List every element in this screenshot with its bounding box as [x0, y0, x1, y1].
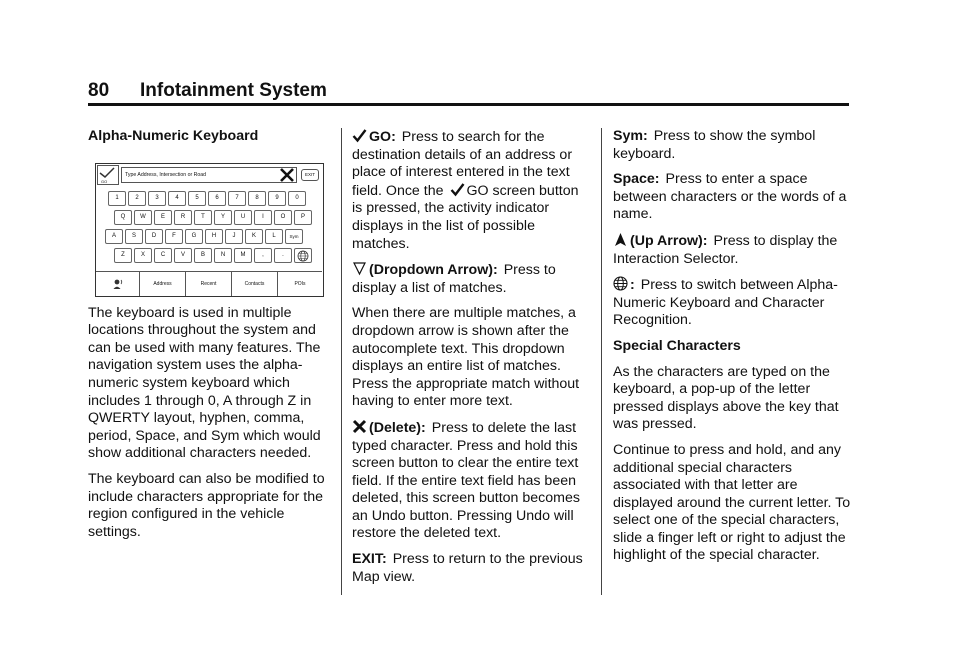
definition: Press to show the symbol keyboard. [613, 128, 816, 162]
key: S [125, 229, 143, 244]
page-number: 80 [88, 80, 110, 101]
delete-key [279, 168, 295, 182]
keyboard-top-bar [96, 164, 322, 186]
key: J [225, 229, 243, 244]
key: X [134, 248, 152, 263]
paragraph: When there are multiple matches, a dropdown arrow is shown after the autocomplete text. This dropdown displays an entire list of matches. Press the appropriate match without having to enter more text. [352, 305, 580, 410]
key: G [185, 229, 203, 244]
globe-icon [613, 276, 628, 291]
delete-x-icon [279, 168, 295, 182]
term: : [630, 277, 635, 294]
definition: Press to return to the previous Map view. [352, 551, 583, 585]
term: (Up Arrow): [630, 232, 708, 249]
exit-key: EXIT [301, 169, 319, 181]
key: . [274, 248, 292, 263]
key: , [254, 248, 272, 263]
term: EXIT: [352, 551, 387, 568]
go-description [352, 128, 590, 253]
key: V [174, 248, 192, 263]
key: T [194, 210, 212, 225]
keyboard-illustration [95, 163, 324, 297]
globe-key [294, 248, 312, 263]
definition: Press to enter a space between characters or the words of a name. [613, 171, 847, 223]
key: 8 [248, 191, 266, 206]
key: M [234, 248, 252, 263]
globe-icon [297, 250, 309, 262]
definition: GO screen button is pressed, the activity indicator displays in the list of possible matches. [352, 182, 579, 252]
header-rule [88, 103, 849, 106]
column-3 [613, 128, 853, 573]
paragraph: Continue to press and hold, and any additional special characters associated with that letter are displayed around the current letter. To select one of the special characters, slide a finger left or right to adjust the highlight of the special character. [613, 441, 851, 564]
dropdown-arrow-icon [352, 261, 367, 276]
column-divider [341, 128, 342, 595]
key: B [194, 248, 212, 263]
contacts-key: Contacts [232, 272, 278, 296]
key: F [165, 229, 183, 244]
key: R [174, 210, 192, 225]
keyboard-row-q [114, 210, 312, 225]
space-description [613, 171, 853, 224]
key: U [234, 210, 252, 225]
pois-key: POIs [294, 281, 306, 287]
delete-description [352, 419, 590, 543]
column-2 [352, 128, 590, 594]
key: K [245, 229, 263, 244]
term: (Delete): [369, 419, 426, 436]
definition: Press to display a list of matches. [352, 262, 556, 296]
checkmark-icon [352, 128, 367, 143]
key: N [214, 248, 232, 263]
key: 7 [228, 191, 246, 206]
key: Q [114, 210, 132, 225]
checkmark-icon [98, 167, 116, 179]
address-key: Address [140, 272, 186, 296]
exit-description [352, 551, 590, 586]
key: O [274, 210, 292, 225]
key: 5 [188, 191, 206, 206]
delete-x-icon [352, 419, 367, 434]
key: D [145, 229, 163, 244]
globe-description [613, 276, 853, 330]
text-field: Type Address, Intersection or Road [121, 167, 297, 183]
key: A [105, 229, 123, 244]
key: I [254, 210, 272, 225]
keyboard-row-z [114, 248, 312, 263]
voice-key [96, 272, 140, 296]
sym-key: Sym [285, 229, 303, 244]
paragraph: As the characters are typed on the keyboard, a pop-up of the letter pressed displays above the key that was pressed. [613, 363, 839, 433]
key: 1 [108, 191, 126, 206]
term: (Dropdown Arrow): [369, 262, 498, 279]
term: GO: [369, 129, 396, 145]
key: 0 [288, 191, 306, 206]
term: Space: [613, 171, 660, 188]
key: Z [114, 248, 132, 263]
key: H [205, 229, 223, 244]
key: E [154, 210, 172, 225]
key: L [265, 229, 283, 244]
keyboard-row-a [105, 229, 303, 244]
recent-key: Recent [186, 272, 232, 296]
go-key [97, 165, 119, 185]
paragraph: The keyboard can also be modified to include characters appropriate for the region configured in the vehicle settings. [88, 470, 325, 540]
keyboard-row-numbers [108, 191, 306, 206]
keyboard-bottom-bar [96, 271, 322, 296]
sym-description [613, 128, 853, 163]
dropdown-description [352, 261, 590, 297]
up-arrow-description [613, 232, 853, 268]
key: 9 [268, 191, 286, 206]
up-arrow-icon [613, 232, 628, 247]
definition: Press to switch between Alpha-Numeric Keyboard and Character Recognition. [613, 277, 838, 329]
key: W [134, 210, 152, 225]
key: 3 [148, 191, 166, 206]
definition: Press to search for the destination details of an address or place of interest entered in the text field. Once the [352, 129, 573, 199]
column-divider [601, 128, 602, 595]
section-heading: Special Characters [613, 337, 741, 354]
page-header [88, 80, 327, 102]
key: 6 [208, 191, 226, 206]
key: Y [214, 210, 232, 225]
paragraph: The keyboard is used in multiple locations throughout the system and can be used with many features. The navigation system uses the alpha-numeric system keyboard which includes 1 through 0, A through Z in QWERTY layout, hyphen, comma, period, Space, and Sym which would show additional characters needed. [88, 304, 321, 462]
definition: Press to delete the last typed character. Press and hold this screen button to clear the entire text field. If the entire text field has been deleted, this screen button becomes an Undo button. Pressing Undo will restore the deleted text. [352, 419, 580, 542]
voice-icon [112, 278, 124, 290]
page-title: Infotainment System [140, 80, 327, 101]
key: 4 [168, 191, 186, 206]
key: C [154, 248, 172, 263]
term: Sym: [613, 128, 648, 144]
definition: Press to display the Interaction Selector. [613, 232, 838, 267]
key: P [294, 210, 312, 225]
key: 2 [128, 191, 146, 206]
section-heading: Alpha-Numeric Keyboard [88, 128, 259, 144]
go-key-label: GO [101, 179, 108, 184]
checkmark-icon [450, 182, 465, 197]
